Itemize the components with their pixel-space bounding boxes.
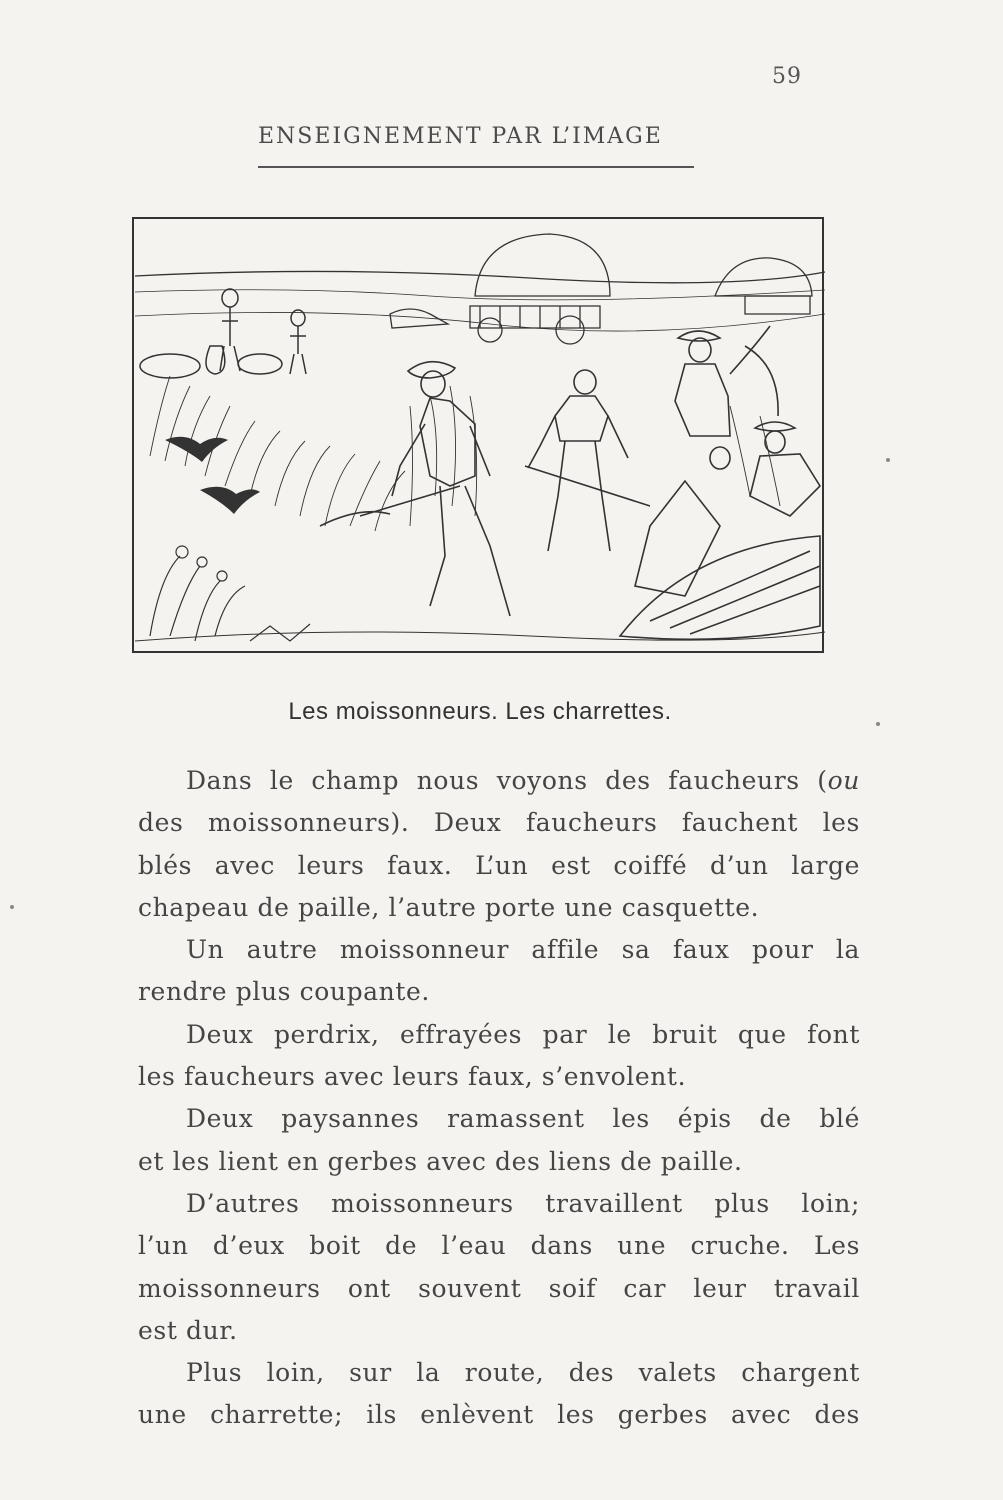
distant-harvesters — [140, 289, 306, 378]
wheat-field — [150, 376, 780, 531]
scyther-with-hat — [320, 362, 510, 616]
text-line: blés avec leurs faux. L’un est coiffé d’un large — [138, 850, 860, 880]
harvest-scene-illustration — [130, 196, 830, 666]
right-haystack — [715, 258, 812, 314]
page-number: 59 — [772, 64, 802, 89]
text-line: les faucheurs avec leurs faux, s’envolent. — [138, 1062, 687, 1092]
running-head-rule — [258, 166, 694, 168]
text-line: Plus loin, sur la route, des valets chargent — [186, 1358, 860, 1388]
text-line: Un autre moissonneur affile sa faux pour la — [186, 935, 860, 965]
text-line: Dans le champ nous voyons des faucheurs (ou — [186, 766, 860, 795]
partridges — [165, 437, 260, 514]
paper-speck — [876, 722, 880, 726]
scyther-with-cap — [525, 370, 650, 551]
text-line: Deux paysannes ramassent les épis de blé — [186, 1104, 860, 1134]
text-line: est dur. — [138, 1315, 238, 1345]
text-line: l’un d’eux boit de l’eau dans une cruche. Les — [138, 1231, 860, 1261]
text-line: rendre plus coupante. — [138, 977, 430, 1007]
text-line: moissonneurs ont souvent soif car leur travail — [138, 1273, 860, 1303]
paper-speck — [10, 905, 14, 909]
woman-sharpening-scythe — [675, 326, 778, 436]
text-line: D’autres moissonneurs travaillent plus loin; — [186, 1188, 860, 1218]
text-line: une charrette; ils enlèvent les gerbes avec des — [138, 1400, 860, 1430]
text-line: chapeau de paille, l’autre porte une casquette. — [138, 892, 760, 922]
hay-cart — [390, 234, 610, 344]
text-line: Deux perdrix, effrayées par le bruit que font — [186, 1019, 860, 1049]
foreground-thistles — [150, 546, 310, 641]
text-line: et les lient en gerbes avec des liens de paille. — [138, 1146, 743, 1176]
illustration-caption: Les moissonneurs. Les charrettes. — [288, 698, 672, 725]
text-line: des moissonneurs). Deux faucheurs fauchent les — [138, 808, 860, 838]
illustration-frame — [133, 218, 823, 652]
body-text — [138, 760, 860, 1437]
paper-speck — [886, 458, 890, 462]
running-head: ENSEIGNEMENT PAR L’IMAGE — [258, 124, 663, 149]
peasant-women-binding — [620, 422, 820, 639]
